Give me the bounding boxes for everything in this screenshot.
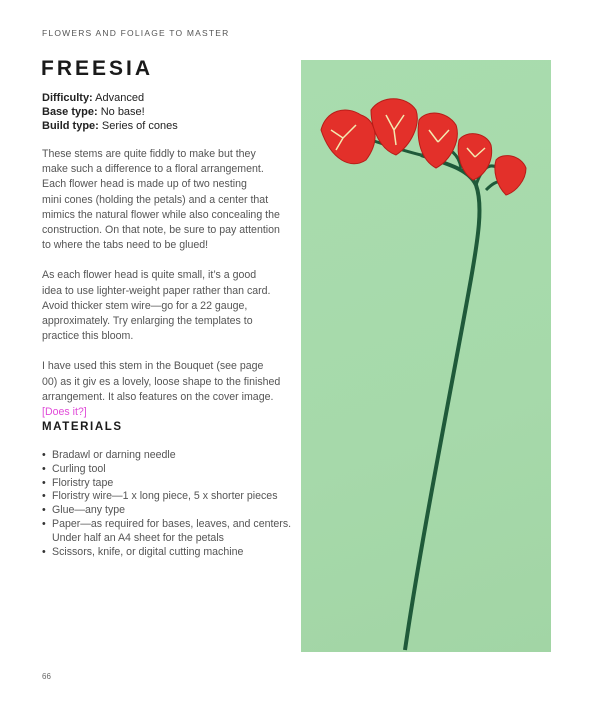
- material-text: Under half an A4 sheet for the petals: [52, 531, 224, 544]
- material-text: • Glue—any type: [52, 504, 126, 517]
- materials-heading: MATERIALS: [42, 421, 123, 433]
- flower-heads: [321, 99, 526, 195]
- page-number: 66: [42, 672, 51, 681]
- material-item: [42, 504, 291, 518]
- material-text: • Bradawl or darning needle: [52, 449, 176, 461]
- text-line: construction. On that note, be sure to pay attention: [42, 224, 280, 237]
- material-text: • Floristry tape: [52, 476, 114, 489]
- text-line: make such a difference to a floral arrangement.: [42, 163, 264, 176]
- materials-list: [42, 449, 291, 559]
- meta-difficulty: Difficulty: Advanced: [42, 92, 145, 104]
- text-line: approximately. Try enlarging the templates to: [42, 315, 253, 328]
- material-text: • Floristry wire—1 x long piece, 5 x shorter pieces: [52, 490, 278, 503]
- paragraph: [42, 147, 302, 253]
- editor-note: [Does it?]: [42, 406, 87, 419]
- text-line: practice this bloom.: [42, 330, 134, 343]
- material-item: [42, 463, 291, 477]
- text-line: mini cones (holding the petals) and a center that: [42, 193, 269, 206]
- text-line: mimics the natural flower while also concealing the: [42, 208, 280, 221]
- text-line: Each flower head is made up of two nesting: [42, 178, 247, 191]
- material-item: [42, 477, 291, 491]
- material-item: [42, 490, 291, 504]
- page-title: FREESIA: [41, 57, 154, 80]
- running-head: FLOWERS AND FOLIAGE TO MASTER: [42, 28, 230, 38]
- material-text: • Scissors, knife, or digital cutting machine: [52, 545, 244, 558]
- text-line: Avoid thicker stem wire—go for a 22 gauge,: [42, 299, 248, 312]
- stem: [405, 155, 480, 650]
- freesia-illustration: [301, 60, 551, 652]
- project-meta: [42, 91, 178, 133]
- meta-base-type: Base type: No base!: [42, 106, 145, 118]
- text-line: to where the tabs need to be glued!: [42, 239, 209, 252]
- text-line: As each flower head is quite small, it’s a good: [42, 269, 257, 282]
- material-item: [42, 546, 291, 560]
- material-item: [42, 518, 291, 546]
- text-line: These stems are quite fiddly to make but they: [42, 148, 256, 160]
- flower-head: [321, 110, 375, 164]
- text-line: arrangement. It also features on the cover image.: [42, 390, 274, 403]
- text-line: I have used this stem in the Bouquet (see page: [42, 360, 264, 373]
- text-line: idea to use lighter-weight paper rather than card.: [42, 284, 271, 297]
- freesia-photo: [301, 60, 551, 652]
- paragraph: [42, 359, 302, 420]
- text-line: 00) as it giv es a lovely, loose shape to the finished: [42, 375, 281, 388]
- flower-head: [495, 156, 526, 195]
- meta-build-type: Build type: Series of cones: [42, 120, 178, 132]
- material-text: • Paper—as required for bases, leaves, and centers.: [52, 517, 292, 530]
- flower-head: [371, 99, 417, 155]
- body-text: [42, 147, 302, 435]
- paragraph: [42, 268, 302, 344]
- material-item: [42, 449, 291, 463]
- material-text: • Curling tool: [52, 462, 106, 475]
